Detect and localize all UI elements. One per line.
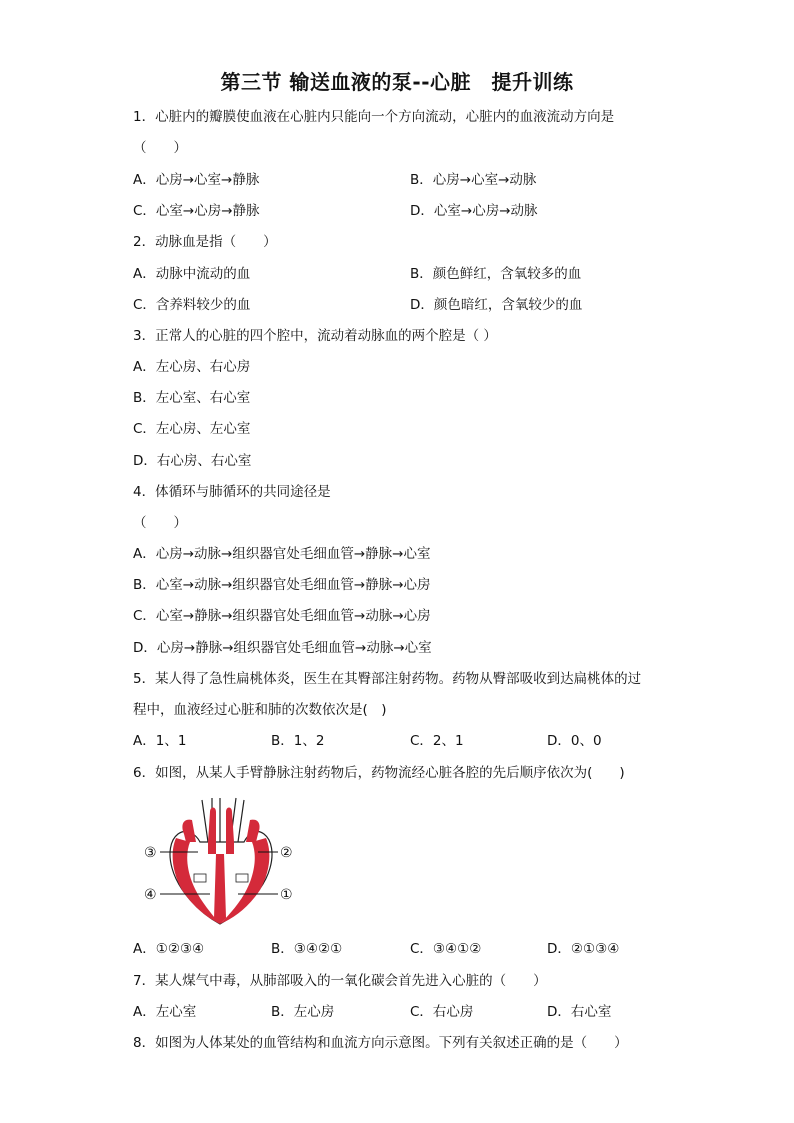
question-4-option-c: C．心室→静脉→组织器官处毛细血管→动脉→心房 [133, 608, 431, 624]
question-6-stem: 6．如图，从某人手臂静脉注射药物后，药物流经心脏各腔的先后顺序依次为( ) [133, 765, 625, 781]
heart-vessels [202, 798, 244, 844]
question-6-option-a: A．①②③④ [133, 941, 205, 957]
question-7-option-b: B．左心房 [271, 1004, 335, 1020]
question-2-option-c: C．含养料较少的血 [133, 297, 251, 313]
question-1-option-d: D．心室→心房→动脉 [410, 203, 538, 219]
label-4: ④ [144, 887, 157, 903]
question-4-option-d: D．心房→静脉→组织器官处毛细血管→动脉→心室 [133, 640, 432, 656]
question-1-option-b: B．心房→心室→动脉 [410, 172, 537, 188]
heart-septum [214, 854, 226, 924]
valve-right [236, 874, 248, 882]
question-6-option-c: C．③④①② [410, 941, 482, 957]
question-5-stem: 5．某人得了急性扁桃体炎，医生在其臀部注射药物。药物从臀部吸收到达扁桃体的过 [133, 671, 642, 687]
question-5-option-a: A．1、1 [133, 733, 187, 749]
question-6-option-d: D．②①③④ [547, 941, 620, 957]
heart-diagram [140, 794, 310, 930]
question-4-stem: 4．体循环与肺循环的共同途径是 [133, 484, 331, 500]
question-6-option-b: B．③④②① [271, 941, 343, 957]
question-3-stem: 3．正常人的心脏的四个腔中，流动着动脉血的两个腔是（ ） [133, 328, 497, 344]
question-5-stem-cont: 程中，血液经过心脏和肺的次数依次是( ) [133, 702, 387, 718]
question-4-option-a: A．心房→动脉→组织器官处毛细血管→静脉→心室 [133, 546, 431, 562]
question-3-option-d: D．右心房、右心室 [133, 453, 252, 469]
question-7-option-d: D．右心室 [547, 1004, 612, 1020]
question-5-option-b: B．1、2 [271, 733, 325, 749]
question-5-option-d: D．0、0 [547, 733, 602, 749]
question-1-option-c: C．心室→心房→静脉 [133, 203, 260, 219]
question-4-stem-cont: （ ） [133, 515, 187, 531]
vessel-pulmonary [226, 808, 234, 855]
question-4-option-b: B．心室→动脉→组织器官处毛细血管→静脉→心房 [133, 577, 431, 593]
question-3-option-c: C．左心房、左心室 [133, 421, 251, 437]
question-7-stem: 7．某人煤气中毒，从肺部吸入的一氧化碳会首先进入心脏的（ ） [133, 973, 547, 989]
question-2-stem: 2．动脉血是指（ ） [133, 234, 277, 250]
question-2-option-b: B．颜色鲜红，含氧较多的血 [410, 266, 582, 282]
question-2-option-d: D．颜色暗红，含氧较少的血 [410, 297, 583, 313]
question-1-stem: 1．心脏内的瓣膜使血液在心脏内只能向一个方向流动，心脏内的血液流动方向是 [133, 109, 615, 125]
question-3-option-a: A．左心房、右心房 [133, 359, 251, 375]
question-7-option-c: C．右心房 [410, 1004, 474, 1020]
question-5-option-c: C．2、1 [410, 733, 464, 749]
label-1: ① [280, 887, 293, 903]
label-3: ③ [144, 845, 157, 861]
question-7-option-a: A．左心室 [133, 1004, 197, 1020]
question-8-stem: 8．如图为人体某处的血管结构和血流方向示意图。下列有关叙述正确的是（ ） [133, 1035, 628, 1051]
question-2-option-a: A．动脉中流动的血 [133, 266, 251, 282]
question-1-option-a: A．心房→心室→静脉 [133, 172, 260, 188]
valve-left [194, 874, 206, 882]
question-1-stem-cont: （ ） [133, 140, 187, 156]
question-3-option-b: B．左心室、右心室 [133, 390, 251, 406]
vessel-aorta [208, 808, 216, 855]
page-title: 第三节 输送血液的泵--心脏 提升训练 [220, 70, 574, 94]
label-2: ② [280, 845, 293, 861]
